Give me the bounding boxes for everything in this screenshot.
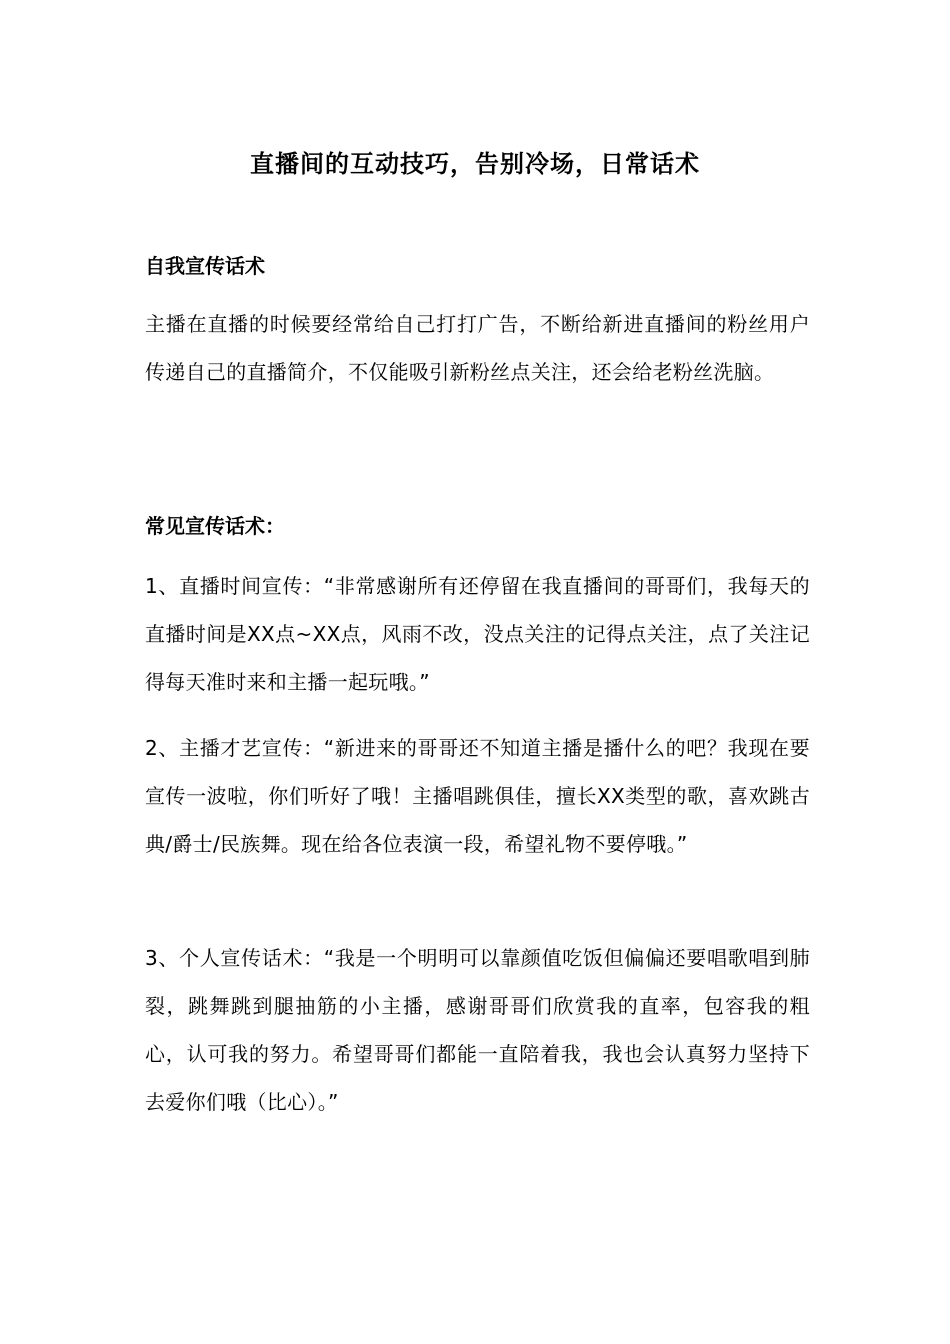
script-item-1: 1、直播时间宣传：“非常感谢所有还停留在我直播间的哥哥们，我每天的直播时间是XX点~XX点，风雨不改，没点关注的记得点关注，点了关注记得每天准时来和主播一起玩哦。” <box>145 574 810 694</box>
section-heading-self-promo: 自我宣传话术 <box>145 254 265 278</box>
script-item-2: 2、主播才艺宣传：“新进来的哥哥还不知道主播是播什么的吧？我现在要宣传一波啦，你们听好了哦！主播唱跳俱佳，擅长XX类型的歌，喜欢跳古典/爵士/民族舞。现在给各位表演一段，希望礼物不要停哦。” <box>145 736 810 856</box>
script-item-3: 3、个人宣传话术：“我是一个明明可以靠颜值吃饭但偏偏还要唱歌唱到肺裂，跳舞跳到腿抽筋的小主播，感谢哥哥们欣赏我的直率，包容我的粗心，认可我的努力。希望哥哥们都能一直陪着我，我也会认真努力坚持下去爱你们哦（比心）。” <box>145 946 810 1114</box>
intro-paragraph: 主播在直播的时候要经常给自己打打广告，不断给新进直播间的粉丝用户传递自己的直播简介，不仅能吸引新粉丝点关注，还会给老粉丝洗脑。 <box>145 312 810 384</box>
document-title: 直播间的互动技巧，告别冷场，日常话术 <box>250 150 700 178</box>
section-heading-common-scripts: 常见宣传话术： <box>145 514 285 538</box>
